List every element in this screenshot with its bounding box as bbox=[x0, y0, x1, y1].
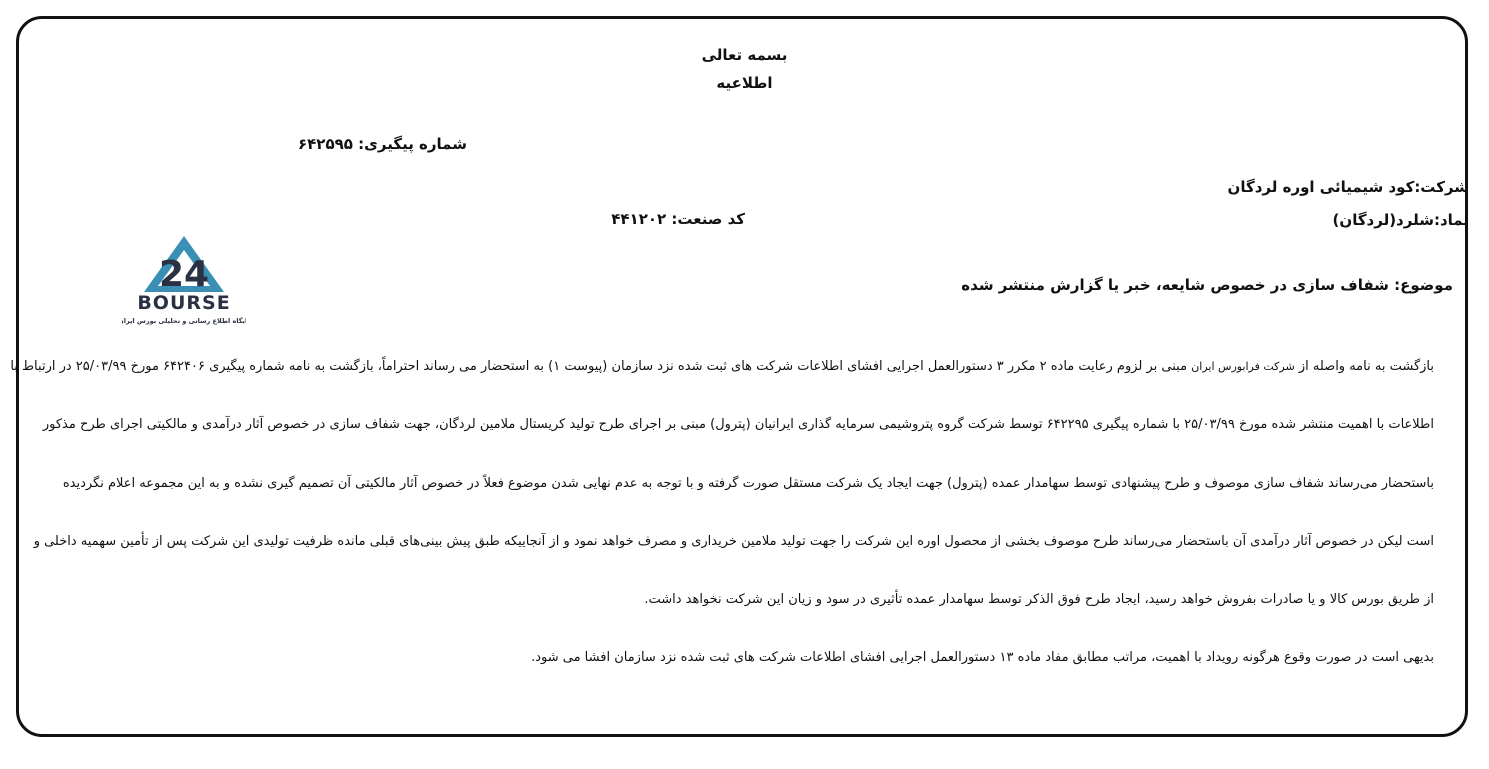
body-line-5: از طریق بورس کالا و یا صادرات بفروش خواهد رسید، ایجاد طرح فوق الذکر توسط سهامدار عمده تأثیری در سود و زیان این شرکت نخواهد داشت. bbox=[644, 592, 1434, 607]
symbol-value: شلرد(لردگان) bbox=[1332, 211, 1434, 229]
company-line bbox=[1228, 178, 1469, 196]
bourse-logo bbox=[122, 228, 246, 330]
symbol-label: نماد: bbox=[1433, 211, 1469, 229]
subject-label: موضوع: bbox=[1394, 276, 1453, 294]
body-line-1: بازگشت به نامه واصله از شرکت فرابورس ایران مبنی بر لزوم رعایت ماده ۲ مکرر ۳ دستورالعمل اجرایی افشای اطلاعات شرکت های ثبت شده نزد سازمان (پیوست ۱) به استحضار می رساند احتراماً، بازگشت به نامه شماره پیگیری ۶۴۲۴۰۶ مورخ ۲۵/۰۳/۹۹ در ارتباط با bbox=[10, 359, 1434, 374]
body-line-4: است لیکن در خصوص آثار درآمدی آن باستحضار می‌رساند طرح موصوف بخشی از محصول اوره این شرکت را جهت تولید ملامین خریداری و مصرف خواهد نمود و از آنجاییکه طبق پیش بینی‌های قبلی مانده ظرفیت تولیدی این شرکت پس از تأمین سهمیه داخلی و bbox=[33, 534, 1434, 549]
company-name: کود شیمیائی اوره لردگان bbox=[1227, 178, 1415, 196]
body-line-3: باستحضار می‌رساند شفاف سازی موصوف و طرح پیشنهادی توسط سهامدار عمده (پترول) جهت ایجاد یک شرکت مستقل صورت گرفته و با توجه به عدم نهایی شدن موضوع فعلاً در خصوص آثار مالکیتی آن تصمیم گیری نشده و به این مجموعه اعلام نگردیده bbox=[62, 476, 1434, 491]
body-line-2: اطلاعات با اهمیت منتشر شده مورخ ۲۵/۰۳/۹۹ با شماره پیگیری ۶۴۲۲۹۵ توسط شرکت گروه پتروشیمی سرمایه گذاری ایرانیان (پترول) مبنی بر اجرای طرح تولید کریستال ملامین لردگان، جهت شفاف سازی در خصوص آثار درآمدی و مالکیتی اجرای طرح مذکور bbox=[42, 417, 1434, 432]
subject-value: شفاف سازی در خصوص شایعه، خبر یا گزارش منتشر شده bbox=[961, 276, 1389, 294]
industry-label: کد صنعت: bbox=[671, 210, 745, 228]
document-heading: بسمه تعالی bbox=[701, 46, 788, 64]
industry-code bbox=[611, 210, 745, 228]
tracking-value: ۶۴۲۵۹۵ bbox=[297, 135, 353, 153]
tracking-label: شماره پیگیری: bbox=[358, 135, 467, 153]
tracking-number bbox=[298, 135, 467, 153]
subject-line bbox=[961, 276, 1453, 294]
body-line-6: بدیهی است در صورت وقوع هرگونه رویداد با اهمیت، مراتب مطابق مفاد ماده ۱۳ دستورالعمل اجرایی افشای اطلاعات شرکت های ثبت شده نزد سازمان افشا می شود. bbox=[531, 650, 1434, 665]
document-title: اطلاعیه bbox=[716, 74, 773, 92]
industry-value: ۴۴۱۲۰۲ bbox=[611, 210, 667, 228]
svg-text:BOURSE: BOURSE bbox=[137, 292, 231, 314]
body-company-ref: شرکت فرابورس ایران bbox=[1191, 360, 1295, 373]
symbol-line bbox=[1333, 211, 1469, 229]
svg-text:24: 24 bbox=[158, 254, 210, 295]
svg-text:پایگاه اطلاع رسانی و تحلیلی بو: پایگاه اطلاع رسانی و تحلیلی بورس ایران bbox=[122, 317, 246, 325]
company-label: شرکت: bbox=[1414, 178, 1469, 196]
bourse-logo-icon bbox=[122, 228, 246, 330]
